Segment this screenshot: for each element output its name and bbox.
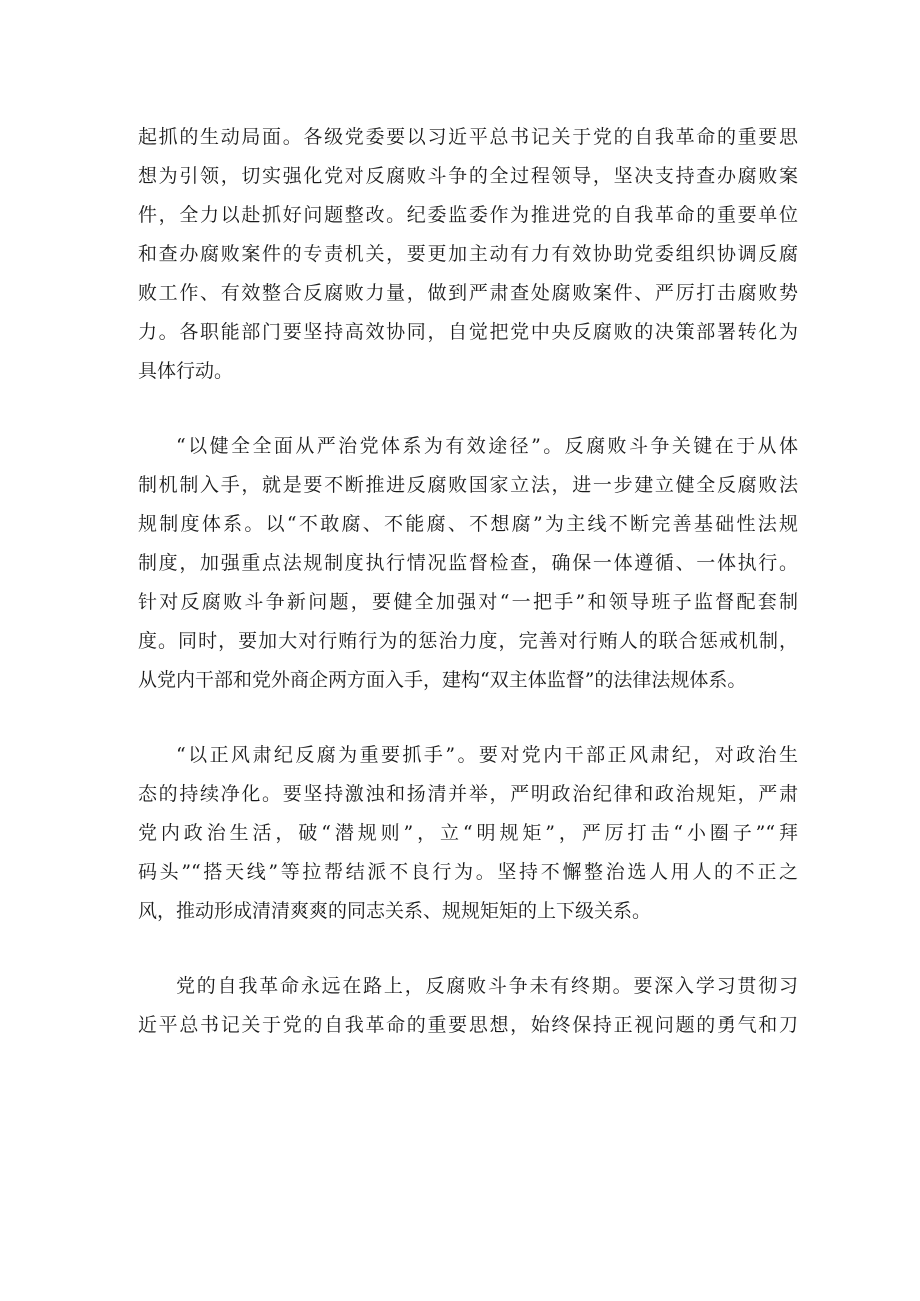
text-line: 力。各职能部门要坚持高效协同，自觉把党中央反腐败的决策部署转化为 xyxy=(138,321,798,343)
text-line: 制机制入手，就是要不断推进反腐败国家立法，进一步建立健全反腐败法 xyxy=(138,474,798,496)
paragraph-2 xyxy=(138,427,798,700)
text-line: 态的持续净化。要坚持激浊和扬清并举，严明政治纪律和政治规矩，严肃 xyxy=(138,783,798,805)
document-body xyxy=(138,118,798,1045)
paragraph-spacer xyxy=(138,391,798,427)
text-line: 制度，加强重点法规制度执行情况监督检查，确保一体遵循、一体执行。 xyxy=(138,552,798,574)
text-line: 风，推动形成清清爽爽的同志关系、规规矩矩的上下级关系。 xyxy=(138,900,652,922)
text-line: 针对反腐败斗争新问题，要健全加强对“一把手”和领导班子监督配套制 xyxy=(138,591,798,613)
text-line: 败工作、有效整合反腐败力量，做到严肃查处腐败案件、严厉打击腐败势 xyxy=(138,282,798,304)
text-line: 想为引领，切实强化党对反腐败斗争的全过程领导，坚决支持查办腐败案 xyxy=(138,165,798,187)
paragraph-4 xyxy=(138,967,798,1045)
text-line: 和查办腐败案件的专责机关，要更加主动有力有效协助党委组织协调反腐 xyxy=(138,243,798,265)
text-line: 度。同时，要加大对行贿行为的惩治力度，完善对行贿人的联合惩戒机制， xyxy=(138,630,798,652)
paragraph-spacer xyxy=(138,931,798,967)
text-line: 件，全力以赴抓好问题整改。纪委监委作为推进党的自我革命的重要单位 xyxy=(138,204,798,226)
text-line: “以正风肃纪反腐为重要抓手”。要对党内干部正风肃纪，对政治生 xyxy=(176,744,798,766)
text-line: 近平总书记关于党的自我革命的重要思想，始终保持正视问题的勇气和刀 xyxy=(138,1014,798,1036)
text-line: 党的自我革命永远在路上，反腐败斗争未有终期。要深入学习贯彻习 xyxy=(176,975,798,997)
text-line: 党内政治生活，破“潜规则”，立“明规矩”，严厉打击“小圈子”“拜 xyxy=(138,822,798,844)
text-line: 从党内干部和党外商企两方面入手，建构“双主体监督”的法律法规体系。 xyxy=(138,669,747,691)
paragraph-3 xyxy=(138,736,798,931)
text-line: 码头”“搭天线”等拉帮结派不良行为。坚持不懈整治选人用人的不正之 xyxy=(138,861,798,883)
paragraph-1 xyxy=(138,118,798,391)
text-line: 具体行动。 xyxy=(138,360,234,382)
text-line: 规制度体系。以“不敢腐、不能腐、不想腐”为主线不断完善基础性法规 xyxy=(138,513,798,535)
paragraph-spacer xyxy=(138,700,798,736)
text-line: 起抓的生动局面。各级党委要以习近平总书记关于党的自我革命的重要思 xyxy=(138,126,798,148)
text-line: “以健全全面从严治党体系为有效途径”。反腐败斗争关键在于从体 xyxy=(176,435,798,457)
